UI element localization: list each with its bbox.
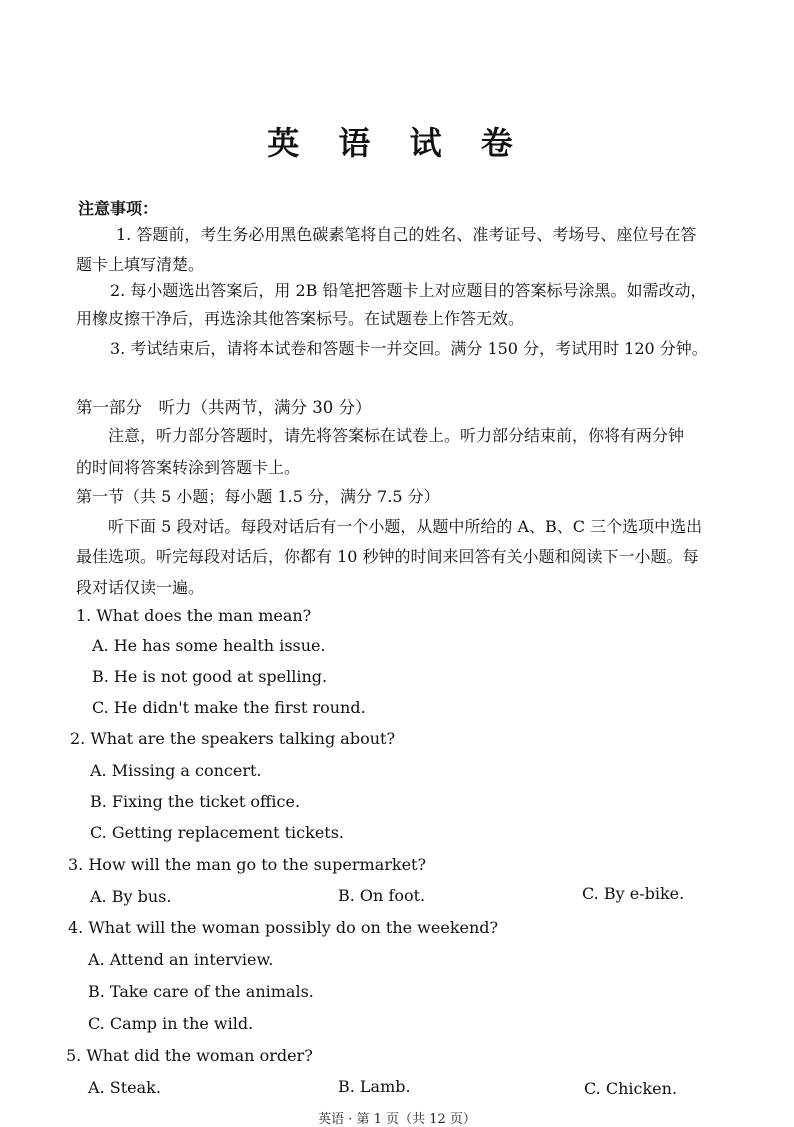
question-1: 1. What does the man mean? [76,606,312,625]
note-line-1: 1. 答题前，考生务必用黑色碳素笔将自己的姓名、准考证号、考场号、座位号在答 [116,225,697,244]
note-line-2-cont: 用橡皮擦干净后，再选涂其他答案标号。在试题卷上作答无效。 [76,309,525,328]
section1-instr-3: 段对话仅读一遍。 [76,578,205,597]
part1-intro-1: 注意，听力部分答题时，请先将答案标在试卷上。听力部分结束前，你将有两分钟 [108,426,685,445]
q2-option-a: A. Missing a concert. [90,761,262,780]
q5-option-b: B. Lamb. [338,1077,411,1096]
q1-option-b: B. He is not good at spelling. [92,667,328,686]
note-line-3: 3. 考试结束后，请将本试卷和答题卡一并交回。满分 150 分，考试用时 120 分钟。 [110,339,708,358]
question-5: 5. What did the woman order? [66,1046,313,1065]
q5-option-a: A. Steak. [88,1078,161,1097]
q3-option-c: C. By e-bike. [582,884,685,903]
section1-instr-1: 听下面 5 段对话。每段对话后有一个小题，从题中所给的 A、B、C 三个选项中选出 [108,517,703,536]
note-line-2: 2. 每小题选出答案后，用 2B 铅笔把答题卡上对应题目的答案标号涂黑。如需改动， [110,281,707,300]
q4-option-c: C. Camp in the wild. [88,1014,254,1033]
q5-option-c: C. Chicken. [584,1079,678,1098]
question-2: 2. What are the speakers talking about? [70,729,396,748]
q2-option-c: C. Getting replacement tickets. [90,823,345,842]
section1-heading: 第一节（共 5 小题；每小题 1.5 分，满分 7.5 分） [76,487,440,506]
question-3: 3. How will the man go to the supermarket? [68,855,427,874]
notes-heading: 注意事项： [78,199,159,218]
q3-option-a: A. By bus. [90,887,172,906]
q1-option-c: C. He didn't make the first round. [92,698,366,717]
q4-option-b: B. Take care of the animals. [88,982,314,1001]
part1-intro-2: 的时间将答案转涂到答题卡上。 [76,458,301,477]
q3-option-b: B. On foot. [338,886,426,905]
question-4: 4. What will the woman possibly do on the weekend? [68,918,499,937]
q1-option-a: A. He has some health issue. [92,636,326,655]
q2-option-b: B. Fixing the ticket office. [90,792,301,811]
q4-option-a: A. Attend an interview. [88,950,274,969]
page-title: 英 语 试 卷 [267,124,527,162]
page-footer: 英语 · 第 1 页（共 12 页） [318,1112,476,1127]
section1-instr-2: 最佳选项。听完每段对话后，你都有 10 秒钟的时间来回答有关小题和阅读下一小题。每 [76,547,699,566]
part1-heading: 第一部分 听力（共两节，满分 30 分） [76,398,372,417]
note-line-1-cont: 题卡上填写清楚。 [76,255,205,274]
